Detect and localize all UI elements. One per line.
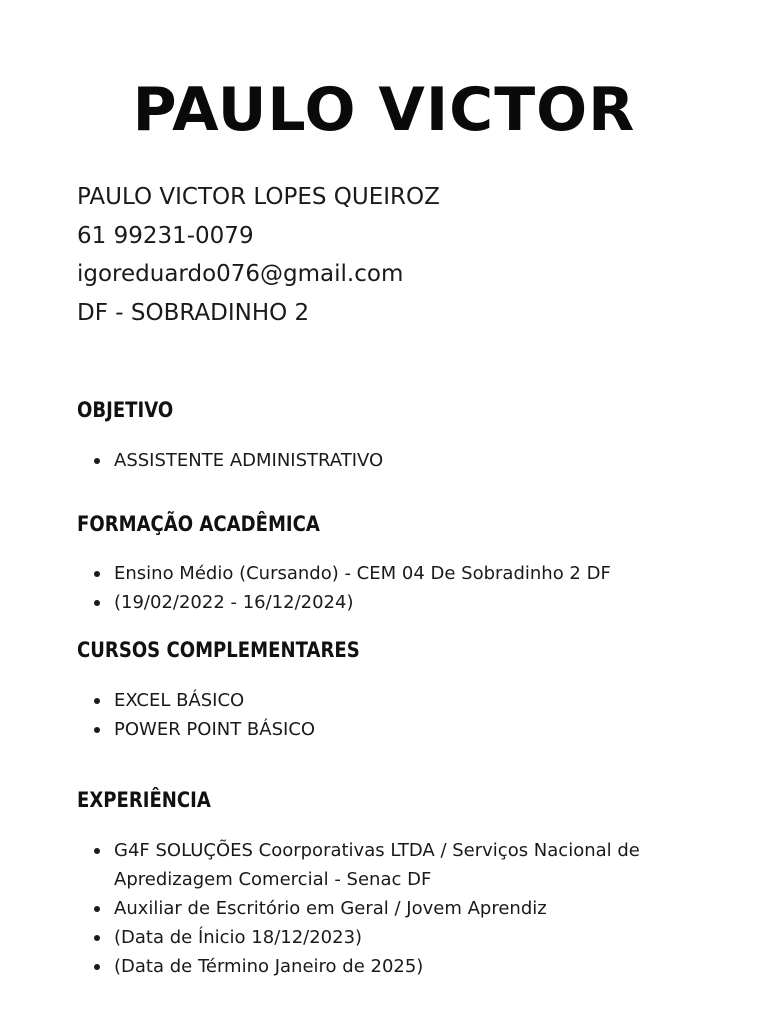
list-item: [94, 894, 640, 923]
list-item-text: (Data de Término Janeiro de 2025): [114, 956, 424, 977]
bullet-icon: [94, 964, 100, 970]
list-item: [94, 559, 611, 588]
bullet-icon: [94, 571, 100, 577]
list-item: [94, 836, 640, 894]
section-experiencia: [77, 788, 233, 812]
section-objetivo: [77, 398, 189, 422]
section-heading: EXPERIÊNCIA: [77, 788, 211, 812]
objetivo-list: [94, 446, 383, 475]
experiencia-list: [94, 836, 640, 981]
list-item: [94, 686, 315, 715]
location: DF - SOBRADINHO 2: [77, 299, 310, 326]
contact-block: [77, 178, 440, 332]
resume-title: PAULO VICTOR: [132, 75, 636, 145]
bullet-icon: [94, 727, 100, 733]
list-item-text: (19/02/2022 - 16/12/2024): [114, 592, 354, 613]
section-cursos: [77, 638, 406, 662]
list-item-text: Auxiliar de Escritório em Geral / Jovem Aprendiz: [114, 898, 547, 919]
list-item-text: (Data de Ínicio 18/12/2023): [114, 927, 363, 948]
full-name: PAULO VICTOR LOPES QUEIROZ: [77, 184, 440, 210]
list-item-text-continuation: Apredizagem Comercial - Senac DF: [114, 869, 432, 890]
section-heading: FORMAÇÃO ACADÊMICA: [77, 512, 320, 536]
bullet-icon: [94, 698, 100, 704]
section-heading: OBJETIVO: [77, 398, 174, 422]
section-formacao: [77, 512, 359, 536]
section-heading: CURSOS COMPLEMENTARES: [77, 638, 360, 662]
formacao-list: [94, 559, 611, 617]
list-item-text: Ensino Médio (Cursando) - CEM 04 De Sobradinho 2 DF: [114, 563, 611, 584]
list-item-text: POWER POINT BÁSICO: [114, 719, 316, 740]
list-item-text: G4F SOLUÇÕES Coorporativas LTDA / Serviços Nacional de: [114, 840, 640, 861]
list-item-text: ASSISTENTE ADMINISTRATIVO: [114, 450, 384, 471]
bullet-icon: [94, 906, 100, 912]
list-item: [94, 446, 383, 475]
list-item: [94, 923, 640, 952]
list-item-text: EXCEL BÁSICO: [114, 690, 245, 711]
list-item: [94, 715, 315, 744]
bullet-icon: [94, 848, 100, 854]
list-item: [94, 588, 611, 617]
email-address: igoreduardo076@gmail.com: [77, 261, 404, 287]
bullet-icon: [94, 600, 100, 606]
bullet-icon: [94, 458, 100, 464]
list-item: [94, 952, 640, 981]
cursos-list: [94, 686, 315, 744]
phone-number: 61 99231-0079: [77, 222, 254, 249]
bullet-icon: [94, 935, 100, 941]
